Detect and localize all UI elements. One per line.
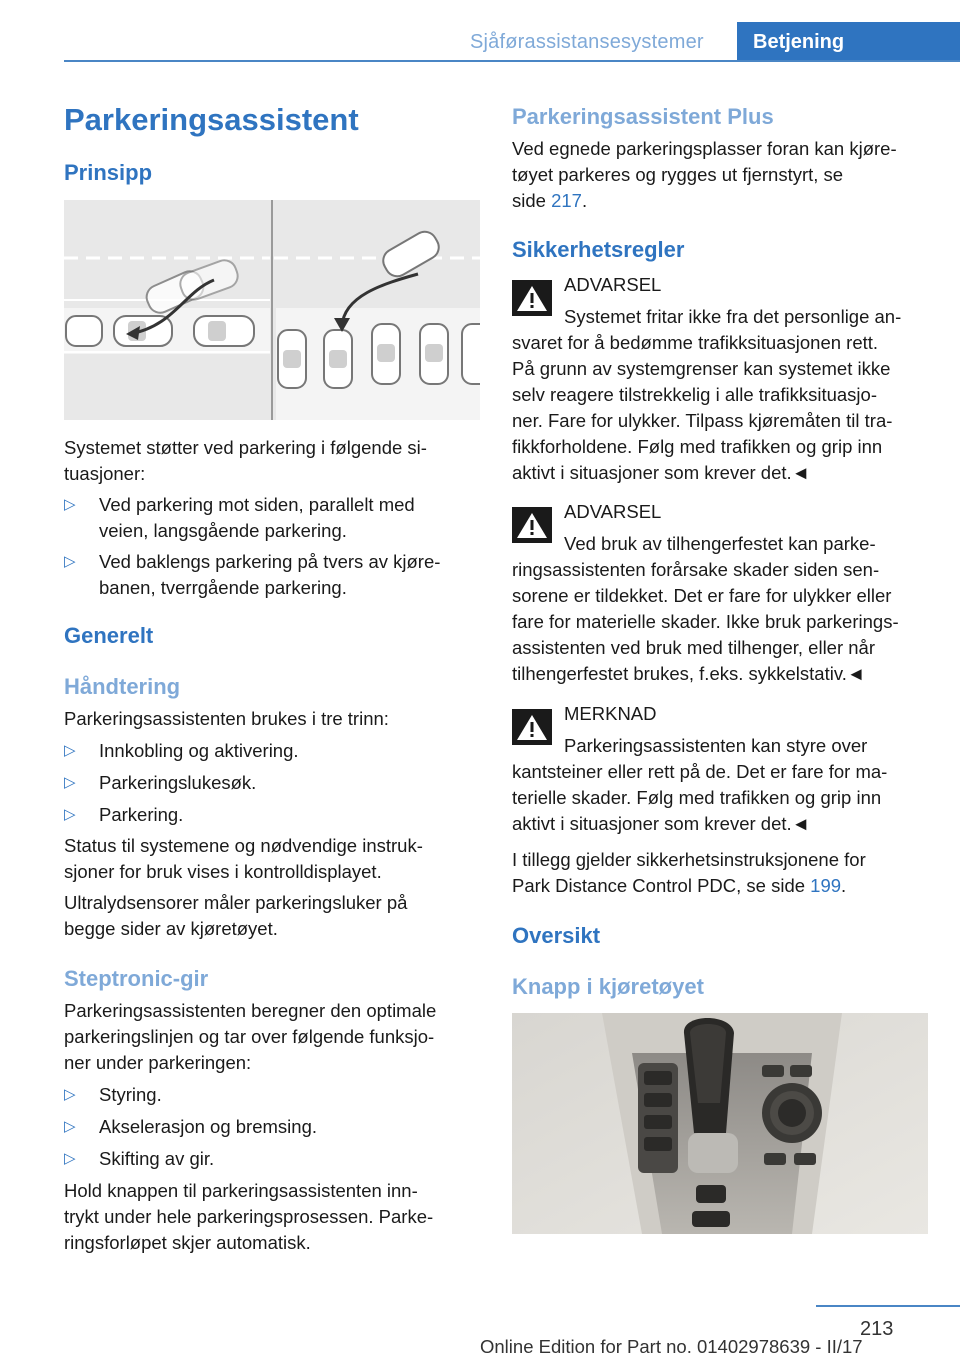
heading-overview: Oversikt [512, 923, 601, 948]
notice-text: kantsteiner eller rett på de. Det er fare for ma- terielle skader. Følg med trafikken og grip inn aktivt i situasjoner som krever det.◄ [512, 761, 888, 834]
status-paragraph: Status til systemene og nødvendige instruk- sjoner for bruk vises i kontrolldisplayet. [64, 835, 423, 882]
center-console-illustration [512, 1013, 928, 1234]
pdc-paragraph: I tillegg gjelder sikkerhetsinstruksjonene for Park Distance Control PDC, se side 199. [512, 849, 866, 896]
bullet-triangle-icon: ▷ [64, 1086, 76, 1103]
warning-label: ADVARSEL [564, 274, 662, 295]
notice-label: MERKNAD [564, 703, 657, 724]
footer-edition: Online Edition for Part no. 01402978639 - II/17 [480, 1336, 863, 1357]
bullet-triangle-icon: ▷ [64, 806, 76, 823]
list-item-parallel: ▷ Ved parkering mot siden, parallelt med veien, langsgående parkering. [64, 494, 415, 541]
header-section-title: Sjåførassistansesystemer [470, 31, 704, 53]
warning-label: ADVARSEL [564, 501, 662, 522]
parking-illustration-svg [64, 200, 480, 420]
warning-icon [512, 507, 552, 543]
heading-plus: Parkeringsassistent Plus [512, 104, 774, 129]
parking-illustration [64, 200, 480, 420]
bullet-triangle-icon: ▷ [64, 774, 76, 791]
header-rule [64, 60, 960, 62]
page-number: 213 [860, 1318, 894, 1340]
list-item-function: ▷ Styring. [64, 1082, 162, 1108]
warning-icon [512, 280, 552, 316]
page-link-217[interactable]: 217 [551, 190, 582, 211]
center-console-svg [512, 1013, 928, 1234]
bullet-triangle-icon: ▷ [64, 496, 76, 513]
list-item-step: ▷ Parkeringslukesøk. [64, 770, 256, 796]
heading-principle: Prinsipp [64, 160, 153, 185]
steptronic-paragraph: Parkeringsassistenten beregner den optimale parkeringslinjen og tar over følgende funksjo- ner under parkeringen: [64, 1000, 437, 1073]
handling-intro: Parkeringsassistenten brukes i tre trinn: [64, 708, 389, 729]
plus-paragraph: Ved egnede parkeringsplasser foran kan kjøre- tøyet parkeres og rygges ut fjernstyrt, se side 217. [512, 138, 897, 211]
hold-paragraph: Hold knappen til parkeringsassistenten inn- trykt under hele parkeringsprosessen. Parke- ringsforløpet skjer automatisk. [64, 1180, 434, 1253]
list-item-function: ▷ Skifting av gir. [64, 1146, 214, 1172]
heading-steptronic: Steptronic-gir [64, 966, 209, 991]
warning-first-line: Ved bruk av tilhengerfestet kan parke- [564, 533, 876, 554]
ultrasound-paragraph: Ultralydsensorer måler parkeringsluker på begge sider av kjøretøyet. [64, 892, 408, 939]
warning-first-line: Systemet fritar ikke fra det personlige an- [564, 306, 902, 327]
list-item-step: ▷ Innkobling og aktivering. [64, 738, 299, 764]
bullet-triangle-icon: ▷ [64, 1150, 76, 1167]
bullet-triangle-icon: ▷ [64, 553, 76, 570]
warning-text: svaret for å bedømme trafikksituasjonen rett. På grunn av systemgrenser kan systemet ikke selv reagere tilstrekkelig i alle trafikksituasjo- ner. Fare for ulykker. Tilpass kjøremåten til tra- fikkforholdene. Følg med trafikken og grip inn aktivt i situasjoner som krever det.◄ [512, 332, 893, 483]
footer-rule [816, 1305, 960, 1307]
notice-first-line: Parkeringsassistenten kan styre over [564, 735, 868, 756]
list-item-function: ▷ Akselerasjon og bremsing. [64, 1114, 317, 1140]
bullet-triangle-icon: ▷ [64, 742, 76, 759]
heading-button-in-vehicle: Knapp i kjøretøyet [512, 974, 704, 999]
notice-icon [512, 709, 552, 745]
heading-general: Generelt [64, 623, 154, 648]
bullet-triangle-icon: ▷ [64, 1118, 76, 1135]
page-title: Parkeringsassistent [64, 102, 359, 137]
heading-handling: Håndtering [64, 674, 181, 699]
warning-text: ringsassistenten forårsake skader siden sen- sorene er tildekket. Det er fare for ulykker eller fare for materielle skader. Ikke bruk parkerings- assistenten ved bruk med tilhenger, eller når tilhengerfestet brukes, f.eks. sykkelstativ.◄ [512, 559, 899, 684]
heading-safety: Sikkerhetsregler [512, 237, 685, 262]
list-item-perpendicular: ▷ Ved baklengs parkering på tvers av kjøre- banen, tverrgående parkering. [64, 551, 441, 598]
header-tab-betjening[interactable]: Betjening [737, 22, 960, 62]
intro-paragraph: Systemet støtter ved parkering i følgende si- tuasjoner: [64, 437, 427, 484]
list-item-step: ▷ Parkering. [64, 802, 183, 828]
page-link-199[interactable]: 199 [810, 875, 842, 896]
